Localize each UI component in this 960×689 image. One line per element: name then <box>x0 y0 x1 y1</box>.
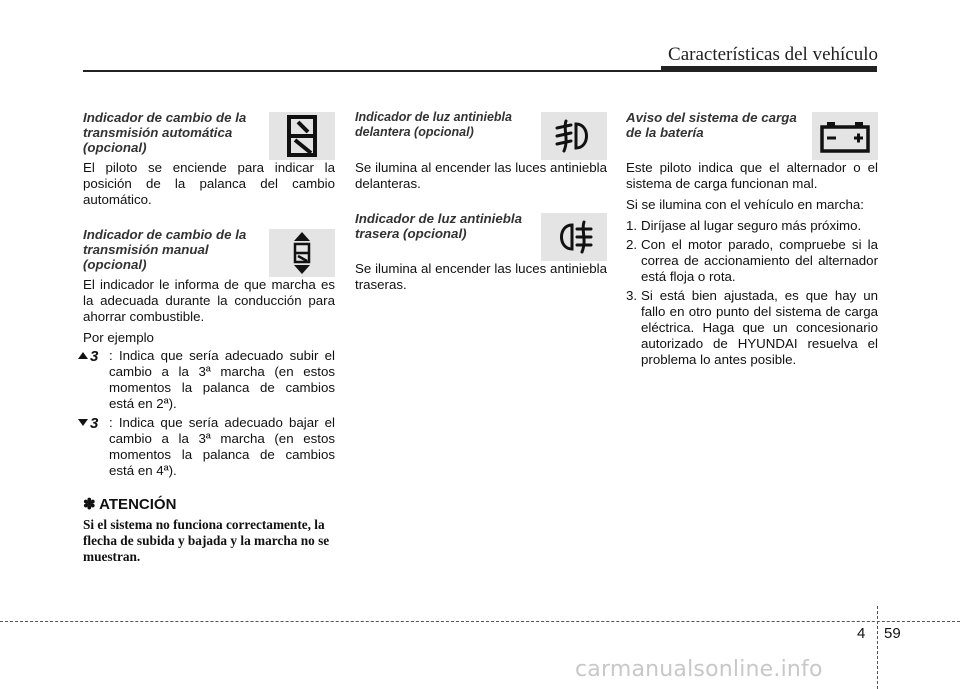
section-body: El piloto se enciende para indicar la posición de la palanca del cambio automático. <box>83 160 335 207</box>
downshift-3-icon <box>77 415 105 435</box>
rear-fog-light-icon <box>541 213 607 261</box>
watermark[interactable]: carmanualsonline.info <box>575 657 823 682</box>
battery-icon <box>812 112 878 160</box>
section-body: El indicador le informa de que marcha es la adecuada durante la conducción para ahorrar combustible. <box>83 277 335 324</box>
step-text: Diríjase al lugar seguro más próximo. <box>641 218 862 233</box>
section-header-rear-fog <box>355 211 607 261</box>
section-body: Si se ilumina con el vehículo en marcha: <box>626 197 864 212</box>
svg-text:3: 3 <box>90 415 99 431</box>
example-text: : Indica que sería adecuado bajar el cambio a la 3ª marcha (en estos momentos la palanca de cambios está en 4ª). <box>109 415 335 478</box>
section-body: Este piloto indica que el alternador o el sistema de carga funcionan mal. <box>626 160 878 191</box>
header-bar <box>661 66 877 72</box>
attention-title: ✽ ATENCIÓN <box>83 496 177 513</box>
page-header-title: Características del vehículo <box>668 44 878 65</box>
section-header-battery <box>626 110 878 160</box>
section-header-front-fog <box>355 110 607 160</box>
page-number: 59 <box>884 625 901 642</box>
section-title: Indicador de luz antiniebla delantera (opcional) <box>355 110 512 139</box>
example-text: : Indica que sería adecuado subir el cambio a la 3ª marcha (en estos momentos la palanca de cambios está en 2ª). <box>109 348 335 411</box>
column-1 <box>83 110 335 565</box>
step-text: Si está bien ajustada, es que hay un fallo en otro punto del sistema de carga eléctrica. Haga que un concesionario autorizado de HYUNDAI resuelva el problema lo antes posible. <box>641 288 878 367</box>
chapter-number: 4 <box>857 625 866 642</box>
example-intro: Por ejemplo <box>83 330 154 345</box>
section-title: Aviso del sistema de carga de la batería <box>626 110 797 140</box>
step-number: 3. <box>626 288 638 303</box>
front-fog-light-icon <box>541 112 607 160</box>
section-header-automatic <box>83 110 335 160</box>
section-body: Se ilumina al encender las luces antiniebla delanteras. <box>355 160 607 191</box>
step-number: 1. <box>626 218 638 233</box>
section-title: Indicador de luz antiniebla trasera (opcional) <box>355 211 522 241</box>
step-text: Con el motor parado, compruebe si la correa de accionamiento del alternador está floja o rota. <box>641 237 878 284</box>
header-rule <box>83 70 661 72</box>
steps-list <box>626 218 878 368</box>
svg-text:3: 3 <box>90 348 99 364</box>
upshift-3-icon <box>77 348 105 368</box>
manual-shift-indicator-icon <box>269 229 335 277</box>
section-title: Indicador de cambio de la transmisión manual (opcional) <box>83 227 247 272</box>
section-body: Se ilumina al encender las luces antiniebla traseras. <box>355 261 607 292</box>
column-3 <box>626 110 878 371</box>
list-item <box>626 237 878 285</box>
section-header-manual <box>83 227 335 277</box>
footer-rule <box>0 621 960 622</box>
example-upshift <box>83 348 335 412</box>
section-title: Indicador de cambio de la transmisión automática (opcional) <box>83 110 247 155</box>
footer-divider <box>877 606 878 689</box>
column-2 <box>355 110 607 298</box>
list-item <box>626 218 878 234</box>
list-item <box>626 288 878 368</box>
automatic-transmission-indicator-icon <box>269 112 335 160</box>
attention-body: Si el sistema no funciona correctamente, la flecha de subida y bajada y la marcha no se muestran. <box>83 517 330 564</box>
step-number: 2. <box>626 237 638 252</box>
example-downshift <box>83 415 335 479</box>
